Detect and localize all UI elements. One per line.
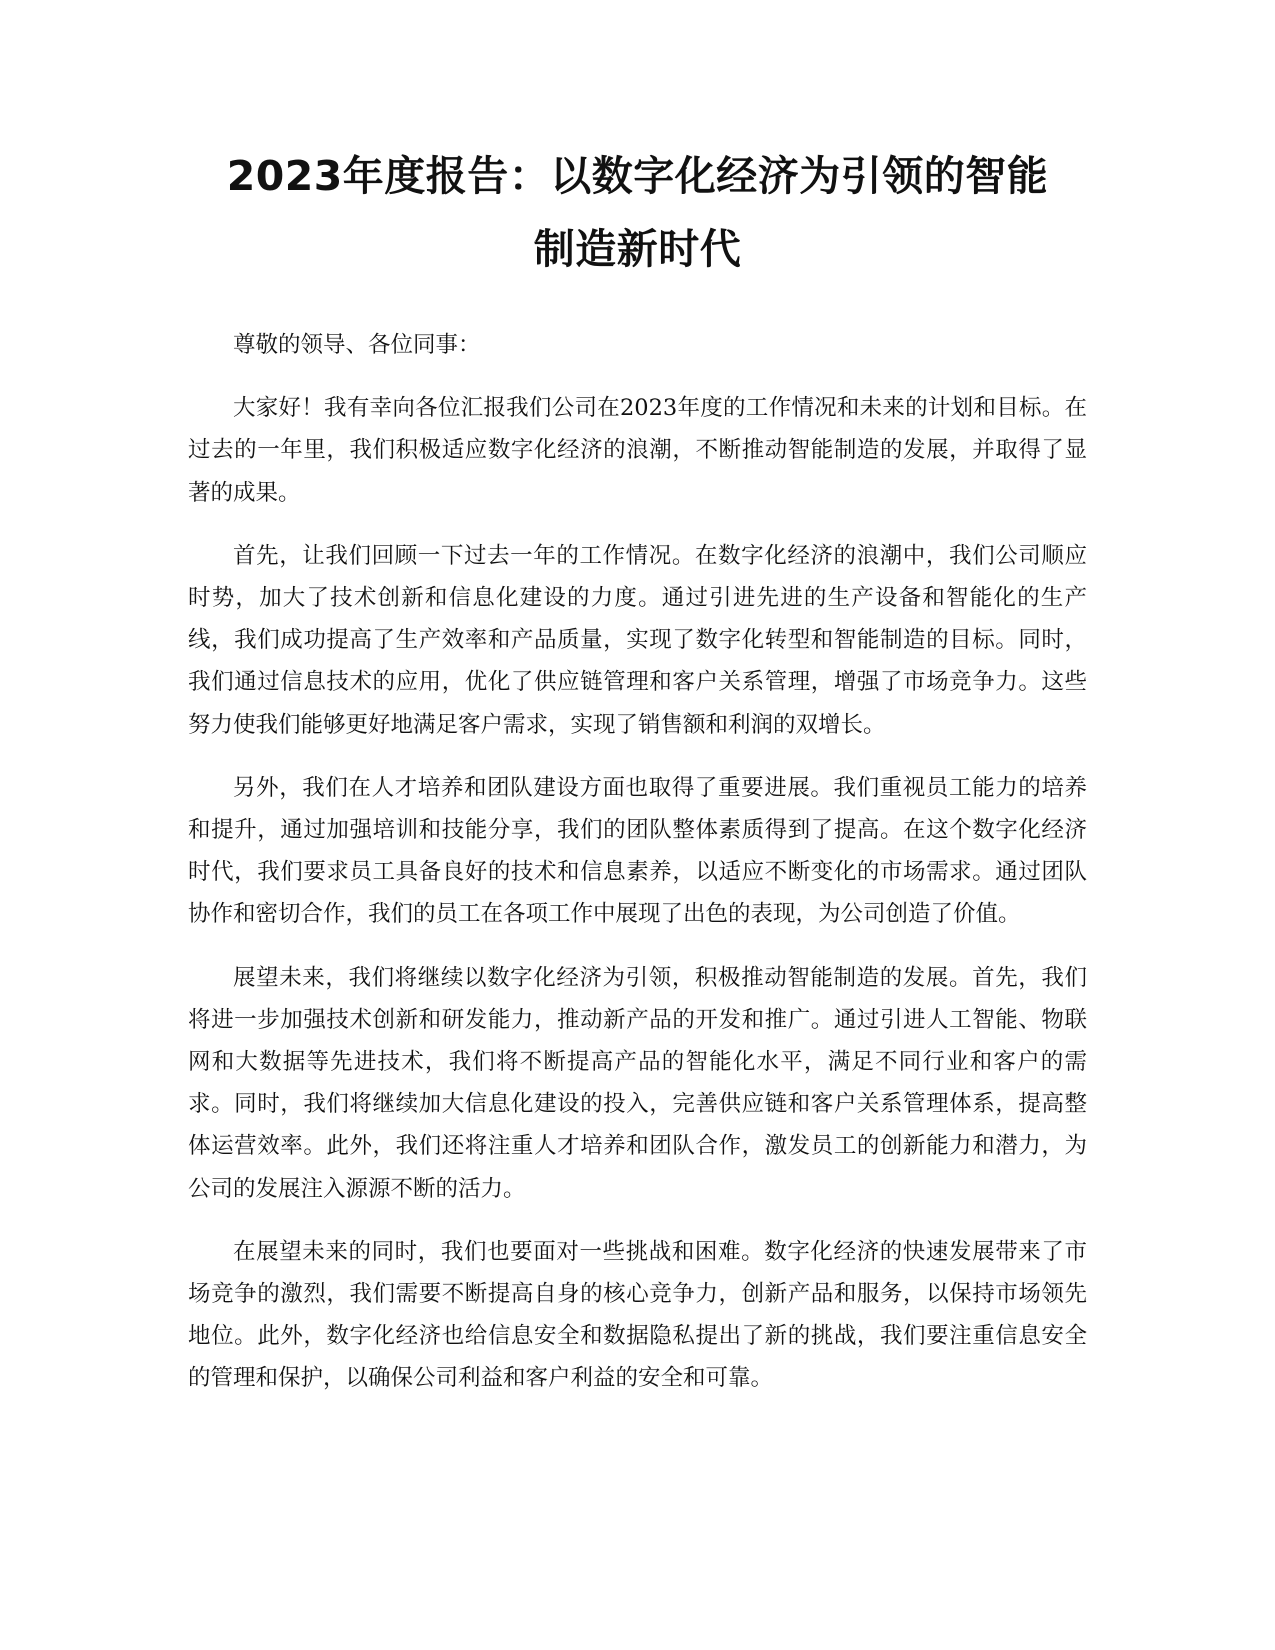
- document-body: [188, 324, 1087, 1400]
- salutation: 尊敬的领导、各位同事：: [233, 332, 481, 358]
- title-line-2: 制造新时代: [533, 225, 742, 273]
- paragraph-greeting: 大家好！我有幸向各位汇报我们公司在2023年度的工作情况和未来的计划和目标。在过去的一年里，我们积极适应数字化经济的浪潮，不断推动智能制造的发展，并取得了显著的成果。: [188, 395, 1087, 506]
- paragraph-review: 首先，让我们回顾一下过去一年的工作情况。在数字化经济的浪潮中，我们公司顺应时势，加大了技术创新和信息化建设的力度。通过引进先进的生产设备和智能化的生产线，我们成功提高了生产效率和产品质量，实现了数字化转型和智能制造的目标。同时，我们通过信息技术的应用，优化了供应链管理和客户关系管理，增强了市场竞争力。这些努力使我们能够更好地满足客户需求，实现了销售额和利润的双增长。: [188, 542, 1087, 738]
- title-line-1: 2023年度报告：以数字化经济为引领的智能: [226, 152, 1049, 200]
- paragraph-outlook: 展望未来，我们将继续以数字化经济为引领，积极推动智能制造的发展。首先，我们将进一步加强技术创新和研发能力，推动新产品的开发和推广。通过引进人工智能、物联网和大数据等先进技术，我们将不断提高产品的智能化水平，满足不同行业和客户的需求。同时，我们将继续加大信息化建设的投入，完善供应链和客户关系管理体系，提高整体运营效率。此外，我们还将注重人才培养和团队合作，激发员工的创新能力和潜力，为公司的发展注入源源不断的活力。: [188, 964, 1087, 1202]
- paragraph-talent: 另外，我们在人才培养和团队建设方面也取得了重要进展。我们重视员工能力的培养和提升，通过加强培训和技能分享，我们的团队整体素质得到了提高。在这个数字化经济时代，我们要求员工具备良好的技术和信息素养，以适应不断变化的市场需求。通过团队协作和密切合作，我们的员工在各项工作中展现了出色的表现，为公司创造了价值。: [188, 774, 1087, 928]
- paragraph-challenges: 在展望未来的同时，我们也要面对一些挑战和困难。数字化经济的快速发展带来了市场竞争的激烈，我们需要不断提高自身的核心竞争力，创新产品和服务，以保持市场领先地位。此外，数字化经济也给信息安全和数据隐私提出了新的挑战，我们要注重信息安全的管理和保护，以确保公司利益和客户利益的安全和可靠。: [188, 1238, 1087, 1392]
- document-title: [188, 140, 1087, 286]
